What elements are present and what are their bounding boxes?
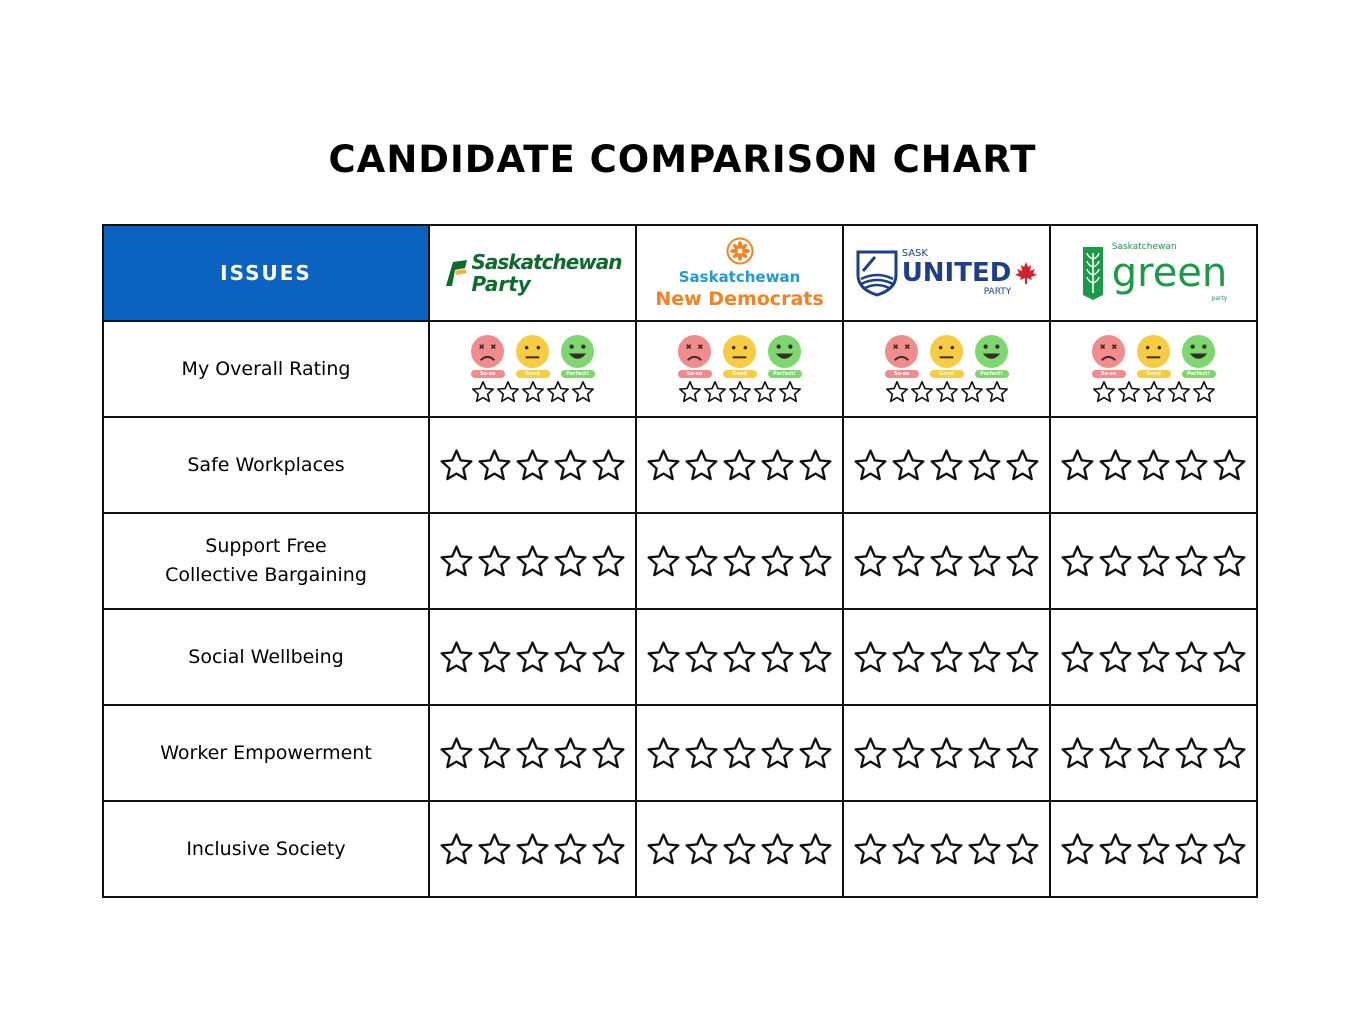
- star-rating[interactable]: [430, 832, 635, 867]
- star-icon[interactable]: [929, 736, 964, 771]
- party-header-sask-united: [843, 225, 1050, 321]
- overall-rating-cell: [1050, 321, 1257, 417]
- mood-tag: Good: [516, 370, 550, 378]
- mood-option[interactable]: [1091, 334, 1126, 378]
- mood-option[interactable]: [929, 334, 964, 378]
- star-rating-cell: [843, 609, 1050, 705]
- star-icon[interactable]: [477, 832, 512, 867]
- overall-rating-cell: [843, 321, 1050, 417]
- star-icon[interactable]: [798, 640, 833, 675]
- star-icon[interactable]: [929, 544, 964, 579]
- star-icon[interactable]: [1060, 544, 1095, 579]
- star-icon[interactable]: [1212, 832, 1247, 867]
- star-icon[interactable]: [591, 640, 626, 675]
- star-icon[interactable]: [439, 640, 474, 675]
- issue-label: Worker Empowerment: [103, 705, 429, 801]
- star-icon[interactable]: [929, 640, 964, 675]
- mood-option[interactable]: [677, 334, 712, 378]
- sask-party-line2: Party: [471, 272, 531, 296]
- star-icon[interactable]: [853, 736, 888, 771]
- mood-option[interactable]: [470, 334, 505, 378]
- star-icon[interactable]: [553, 544, 588, 579]
- star-icon[interactable]: [722, 640, 757, 675]
- star-icon[interactable]: [496, 380, 520, 404]
- star-rating-cell: [636, 801, 843, 897]
- star-icon[interactable]: [477, 544, 512, 579]
- star-icon[interactable]: [646, 736, 681, 771]
- star-icon[interactable]: [1060, 736, 1095, 771]
- star-icon[interactable]: [1136, 832, 1171, 867]
- star-icon[interactable]: [722, 832, 757, 867]
- issue-label-line2: Collective Bargaining: [165, 564, 367, 586]
- star-icon[interactable]: [798, 544, 833, 579]
- star-icon[interactable]: [1174, 448, 1209, 483]
- sad-face-icon[interactable]: [470, 334, 505, 369]
- star-icon[interactable]: [1092, 380, 1116, 404]
- star-rating-cell: [429, 801, 636, 897]
- issue-row: [103, 801, 1257, 897]
- star-icon[interactable]: [546, 380, 570, 404]
- overall-rating-cell: [429, 321, 636, 417]
- star-icon[interactable]: [439, 448, 474, 483]
- mood-option[interactable]: [1136, 334, 1171, 378]
- star-icon[interactable]: [1174, 832, 1209, 867]
- star-rating[interactable]: [1051, 736, 1256, 771]
- sask-party-logo: [430, 226, 635, 320]
- star-rating-cell: [843, 513, 1050, 609]
- sask-party-line1: Saskatchewan: [471, 250, 622, 274]
- happy-face-icon[interactable]: [767, 334, 802, 369]
- star-icon[interactable]: [891, 736, 926, 771]
- star-icon[interactable]: [684, 640, 719, 675]
- star-rating[interactable]: [430, 448, 635, 483]
- star-rating-cell: [429, 609, 636, 705]
- star-rating-cell: [636, 705, 843, 801]
- green-party-logo: [1051, 226, 1256, 320]
- star-icon[interactable]: [891, 832, 926, 867]
- mood-tag: So-so: [1092, 370, 1126, 378]
- star-icon[interactable]: [471, 380, 495, 404]
- star-rating-cell: [1050, 705, 1257, 801]
- star-icon[interactable]: [477, 448, 512, 483]
- star-rating-cell: [429, 705, 636, 801]
- neutral-face-icon[interactable]: [929, 334, 964, 369]
- issues-header: ISSUES: [103, 225, 429, 321]
- star-rating-cell: [429, 417, 636, 513]
- star-rating[interactable]: [637, 544, 842, 579]
- mood-faces: [637, 334, 842, 378]
- issue-label: [103, 513, 429, 609]
- star-icon[interactable]: [684, 544, 719, 579]
- star-icon[interactable]: [778, 380, 802, 404]
- sad-face-icon[interactable]: [677, 334, 712, 369]
- star-icon[interactable]: [1167, 380, 1191, 404]
- star-icon[interactable]: [646, 448, 681, 483]
- star-rating[interactable]: [430, 380, 635, 404]
- star-rating[interactable]: [430, 736, 635, 771]
- mood-tag: Good: [1137, 370, 1171, 378]
- star-rating[interactable]: [1051, 544, 1256, 579]
- star-icon[interactable]: [1192, 380, 1216, 404]
- mood-tag: Good: [930, 370, 964, 378]
- mood-faces: [430, 334, 635, 378]
- star-rating[interactable]: [844, 448, 1049, 483]
- star-icon[interactable]: [929, 448, 964, 483]
- star-icon[interactable]: [646, 832, 681, 867]
- star-icon[interactable]: [885, 380, 909, 404]
- star-icon[interactable]: [960, 380, 984, 404]
- green-line3: party: [1211, 295, 1228, 302]
- issue-label-line1: Support Free: [205, 535, 327, 557]
- star-icon[interactable]: [891, 640, 926, 675]
- star-icon[interactable]: [591, 736, 626, 771]
- mood-option[interactable]: [722, 334, 757, 378]
- star-icon[interactable]: [1136, 448, 1171, 483]
- sask-united-line3: PARTY: [983, 287, 1012, 297]
- star-rating-cell: [1050, 801, 1257, 897]
- party-header-green: [1050, 225, 1257, 321]
- neutral-face-icon[interactable]: [1136, 334, 1171, 369]
- star-icon[interactable]: [515, 448, 550, 483]
- mood-faces: [1051, 334, 1256, 378]
- star-icon[interactable]: [967, 640, 1002, 675]
- star-icon[interactable]: [439, 832, 474, 867]
- star-icon[interactable]: [967, 832, 1002, 867]
- star-icon[interactable]: [553, 640, 588, 675]
- overall-rating-row: [103, 321, 1257, 417]
- issue-label: Inclusive Society: [103, 801, 429, 897]
- header-row: [103, 225, 1257, 321]
- star-rating[interactable]: [637, 448, 842, 483]
- star-rating[interactable]: [844, 544, 1049, 579]
- comparison-table: [102, 224, 1258, 898]
- star-icon[interactable]: [1117, 380, 1141, 404]
- star-icon[interactable]: [967, 544, 1002, 579]
- wheat-icon: [1080, 245, 1106, 301]
- issue-label: Safe Workplaces: [103, 417, 429, 513]
- mood-option[interactable]: [884, 334, 919, 378]
- star-icon[interactable]: [760, 832, 795, 867]
- ndp-line1: Saskatchewan: [678, 267, 801, 286]
- sad-face-icon[interactable]: [884, 334, 919, 369]
- star-icon[interactable]: [722, 736, 757, 771]
- mood-option[interactable]: [767, 334, 802, 378]
- star-icon[interactable]: [1174, 736, 1209, 771]
- mood-tag: Perfect!: [975, 370, 1009, 378]
- star-icon[interactable]: [515, 544, 550, 579]
- star-rating[interactable]: [637, 380, 842, 404]
- star-icon[interactable]: [722, 544, 757, 579]
- star-rating-cell: [843, 705, 1050, 801]
- star-icon[interactable]: [1005, 832, 1040, 867]
- star-rating[interactable]: [637, 640, 842, 675]
- star-icon[interactable]: [1060, 640, 1095, 675]
- star-rating-cell: [636, 513, 843, 609]
- star-icon[interactable]: [521, 380, 545, 404]
- star-icon[interactable]: [646, 544, 681, 579]
- star-icon[interactable]: [967, 448, 1002, 483]
- star-icon[interactable]: [684, 736, 719, 771]
- issue-row: [103, 417, 1257, 513]
- star-icon[interactable]: [591, 544, 626, 579]
- star-icon[interactable]: [477, 736, 512, 771]
- star-rating-cell: [843, 801, 1050, 897]
- star-icon[interactable]: [722, 448, 757, 483]
- party-header-ndp: [636, 225, 843, 321]
- issue-row: [103, 513, 1257, 609]
- mood-tag: So-so: [471, 370, 505, 378]
- happy-face-icon[interactable]: [560, 334, 595, 369]
- happy-face-icon[interactable]: [974, 334, 1009, 369]
- star-icon[interactable]: [1136, 640, 1171, 675]
- star-rating[interactable]: [637, 736, 842, 771]
- star-icon[interactable]: [760, 544, 795, 579]
- wheat-flag-icon: [443, 258, 469, 288]
- star-icon[interactable]: [929, 832, 964, 867]
- star-icon[interactable]: [1005, 448, 1040, 483]
- star-icon[interactable]: [439, 736, 474, 771]
- star-icon[interactable]: [1142, 380, 1166, 404]
- star-icon[interactable]: [760, 640, 795, 675]
- star-icon[interactable]: [1005, 736, 1040, 771]
- star-rating[interactable]: [1051, 380, 1256, 404]
- star-icon[interactable]: [798, 832, 833, 867]
- star-rating[interactable]: [1051, 832, 1256, 867]
- sask-united-line1: SASK: [901, 248, 928, 259]
- star-icon[interactable]: [515, 832, 550, 867]
- ndp-logo: [637, 226, 842, 320]
- star-icon[interactable]: [728, 380, 752, 404]
- issue-label: Social Wellbeing: [103, 609, 429, 705]
- star-icon[interactable]: [1098, 832, 1133, 867]
- star-rating[interactable]: [844, 832, 1049, 867]
- star-icon[interactable]: [1098, 736, 1133, 771]
- star-rating[interactable]: [430, 544, 635, 579]
- star-rating-cell: [636, 417, 843, 513]
- star-rating[interactable]: [844, 640, 1049, 675]
- overall-rating-cell: [636, 321, 843, 417]
- star-icon[interactable]: [1005, 640, 1040, 675]
- star-icon[interactable]: [703, 380, 727, 404]
- star-icon[interactable]: [891, 544, 926, 579]
- mood-option[interactable]: [515, 334, 550, 378]
- star-icon[interactable]: [853, 448, 888, 483]
- star-icon[interactable]: [760, 448, 795, 483]
- star-icon[interactable]: [935, 380, 959, 404]
- mood-tag: So-so: [885, 370, 919, 378]
- star-icon[interactable]: [753, 380, 777, 404]
- green-line1: Saskatchewan: [1111, 242, 1177, 252]
- star-rating[interactable]: [844, 736, 1049, 771]
- star-rating[interactable]: [844, 380, 1049, 404]
- star-icon[interactable]: [760, 736, 795, 771]
- star-icon[interactable]: [798, 736, 833, 771]
- star-icon[interactable]: [1060, 448, 1095, 483]
- star-icon[interactable]: [515, 736, 550, 771]
- mood-tag: Perfect!: [1182, 370, 1216, 378]
- star-icon[interactable]: [1098, 448, 1133, 483]
- star-icon[interactable]: [1098, 544, 1133, 579]
- star-icon[interactable]: [515, 640, 550, 675]
- star-icon[interactable]: [910, 380, 934, 404]
- star-rating-cell: [429, 513, 636, 609]
- star-icon[interactable]: [1212, 448, 1247, 483]
- star-rating[interactable]: [637, 832, 842, 867]
- star-icon[interactable]: [853, 832, 888, 867]
- mood-tag: So-so: [678, 370, 712, 378]
- star-icon[interactable]: [1174, 640, 1209, 675]
- star-icon[interactable]: [553, 832, 588, 867]
- mood-faces: [844, 334, 1049, 378]
- star-icon[interactable]: [591, 832, 626, 867]
- star-icon[interactable]: [1136, 736, 1171, 771]
- star-icon[interactable]: [798, 448, 833, 483]
- star-icon[interactable]: [553, 736, 588, 771]
- star-rating[interactable]: [430, 640, 635, 675]
- green-line2: green: [1111, 250, 1228, 296]
- shield-icon: [855, 249, 899, 297]
- issue-row: [103, 609, 1257, 705]
- mood-tag: Perfect!: [768, 370, 802, 378]
- mood-option[interactable]: [974, 334, 1009, 378]
- star-icon[interactable]: [853, 640, 888, 675]
- issue-row: [103, 705, 1257, 801]
- star-rating-cell: [1050, 417, 1257, 513]
- star-icon[interactable]: [678, 380, 702, 404]
- star-icon[interactable]: [967, 736, 1002, 771]
- party-header-sask-party: [429, 225, 636, 321]
- star-rating-cell: [1050, 513, 1257, 609]
- star-icon[interactable]: [1060, 832, 1095, 867]
- star-rating-cell: [1050, 609, 1257, 705]
- star-icon[interactable]: [1212, 736, 1247, 771]
- sask-united-logo: [844, 226, 1049, 320]
- star-icon[interactable]: [439, 544, 474, 579]
- star-icon[interactable]: [1212, 640, 1247, 675]
- overall-rating-label: My Overall Rating: [103, 321, 429, 417]
- star-icon[interactable]: [1136, 544, 1171, 579]
- star-icon[interactable]: [684, 448, 719, 483]
- star-icon[interactable]: [1005, 544, 1040, 579]
- sad-face-icon[interactable]: [1091, 334, 1126, 369]
- star-rating[interactable]: [1051, 448, 1256, 483]
- page-title: CANDIDATE COMPARISON CHART: [328, 138, 1037, 181]
- star-icon[interactable]: [646, 640, 681, 675]
- mood-option[interactable]: [560, 334, 595, 378]
- mood-option[interactable]: [1181, 334, 1216, 378]
- star-rating-cell: [843, 417, 1050, 513]
- star-icon[interactable]: [591, 448, 626, 483]
- star-icon[interactable]: [1174, 544, 1209, 579]
- star-icon[interactable]: [684, 832, 719, 867]
- neutral-face-icon[interactable]: [722, 334, 757, 369]
- star-icon[interactable]: [571, 380, 595, 404]
- star-rating[interactable]: [1051, 640, 1256, 675]
- star-icon[interactable]: [1098, 640, 1133, 675]
- star-icon[interactable]: [891, 448, 926, 483]
- flower-icon: [726, 237, 754, 265]
- happy-face-icon[interactable]: [1181, 334, 1216, 369]
- maple-leaf-icon: [1014, 261, 1038, 285]
- star-icon[interactable]: [1212, 544, 1247, 579]
- star-icon[interactable]: [477, 640, 512, 675]
- star-icon[interactable]: [553, 448, 588, 483]
- neutral-face-icon[interactable]: [515, 334, 550, 369]
- star-rating-cell: [636, 609, 843, 705]
- ndp-line2: New Democrats: [655, 287, 824, 310]
- mood-tag: Good: [723, 370, 757, 378]
- sask-united-line2: UNITED: [901, 258, 1012, 288]
- star-icon[interactable]: [853, 544, 888, 579]
- mood-tag: Perfect!: [561, 370, 595, 378]
- star-icon[interactable]: [985, 380, 1009, 404]
